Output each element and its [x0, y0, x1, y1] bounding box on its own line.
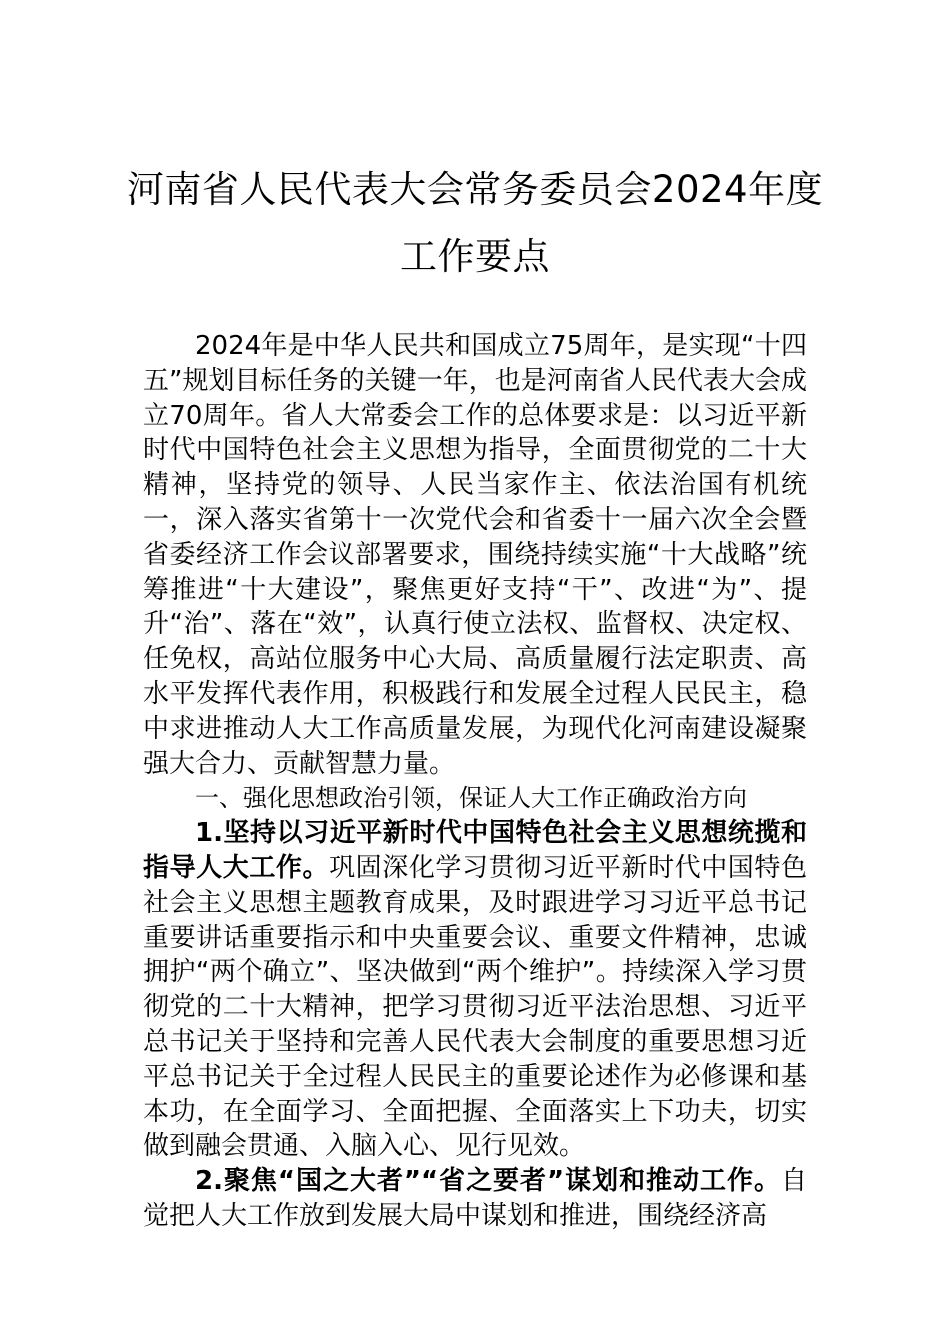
item-2-body: 自觉把人大工作放到发展大局中谋划和推进，围绕经济高: [143, 1166, 807, 1231]
document-title-line2: 工作要点: [400, 235, 550, 278]
item-1-paragraph: [143, 816, 807, 1164]
item-2-title: 2.聚焦“国之大者”“省之要者”谋划和推动工作。: [195, 1166, 781, 1197]
intro-paragraph: 2024年是中华人民共和国成立75周年，是实现“十四五”规划目标任务的关键一年，也是河南省人民代表大会成立70周年。省人大常委会工作的总体要求是：以习近平新时代中国特色社会主义思想为指导，全面贯彻党的二十大精神，坚持党的领导、人民当家作主、依法治国有机统一，深入落实省第十一次党代会和省委十一届六次全会暨省委经济工作会议部署要求，围绕持续实施“十大战略”统筹推进“十大建设”，聚焦更好支持“干”、改进“为”、提升“治”、落在“效”，认真行使立法权、监督权、决定权、任免权，高站位服务中心大局、高质量履行法定职责、高水平发挥代表作用，积极践行和发展全过程人民民主，稳中求进推动人大工作高质量发展，为现代化河南建设凝聚强大合力、贡献智慧力量。: [143, 331, 807, 779]
document-title-line1: 河南省人民代表大会常务委员会2024年度: [126, 168, 824, 211]
item-2-paragraph: [143, 1164, 807, 1234]
item-1-body: 巩固深化学习贯彻习近平新时代中国特色社会主义思想主题教育成果，及时跟进学习习近平总书记重要讲话重要指示和中央重要会议、重要文件精神，忠诚拥护“两个确立”、坚决做到“两个维护”。持续深入学习贯彻党的二十大精神，把学习贯彻习近平法治思想、习近平总书记关于坚持和完善人民代表大会制度的重要思想习近平总书记关于全过程人民民主的重要论述作为必修课和基本功，在全面学习、全面把握、全面落实上下功夫，切实做到融会贯通、入脑入心、见行见效。: [143, 852, 807, 1162]
section-heading: 一、强化思想政治引领，保证人大工作正确政治方向: [195, 784, 747, 813]
item-1-title: 1.坚持以习近平新时代中国特色社会主义思想统揽和指导人大工作。: [143, 818, 807, 883]
document-body: [143, 329, 807, 1234]
